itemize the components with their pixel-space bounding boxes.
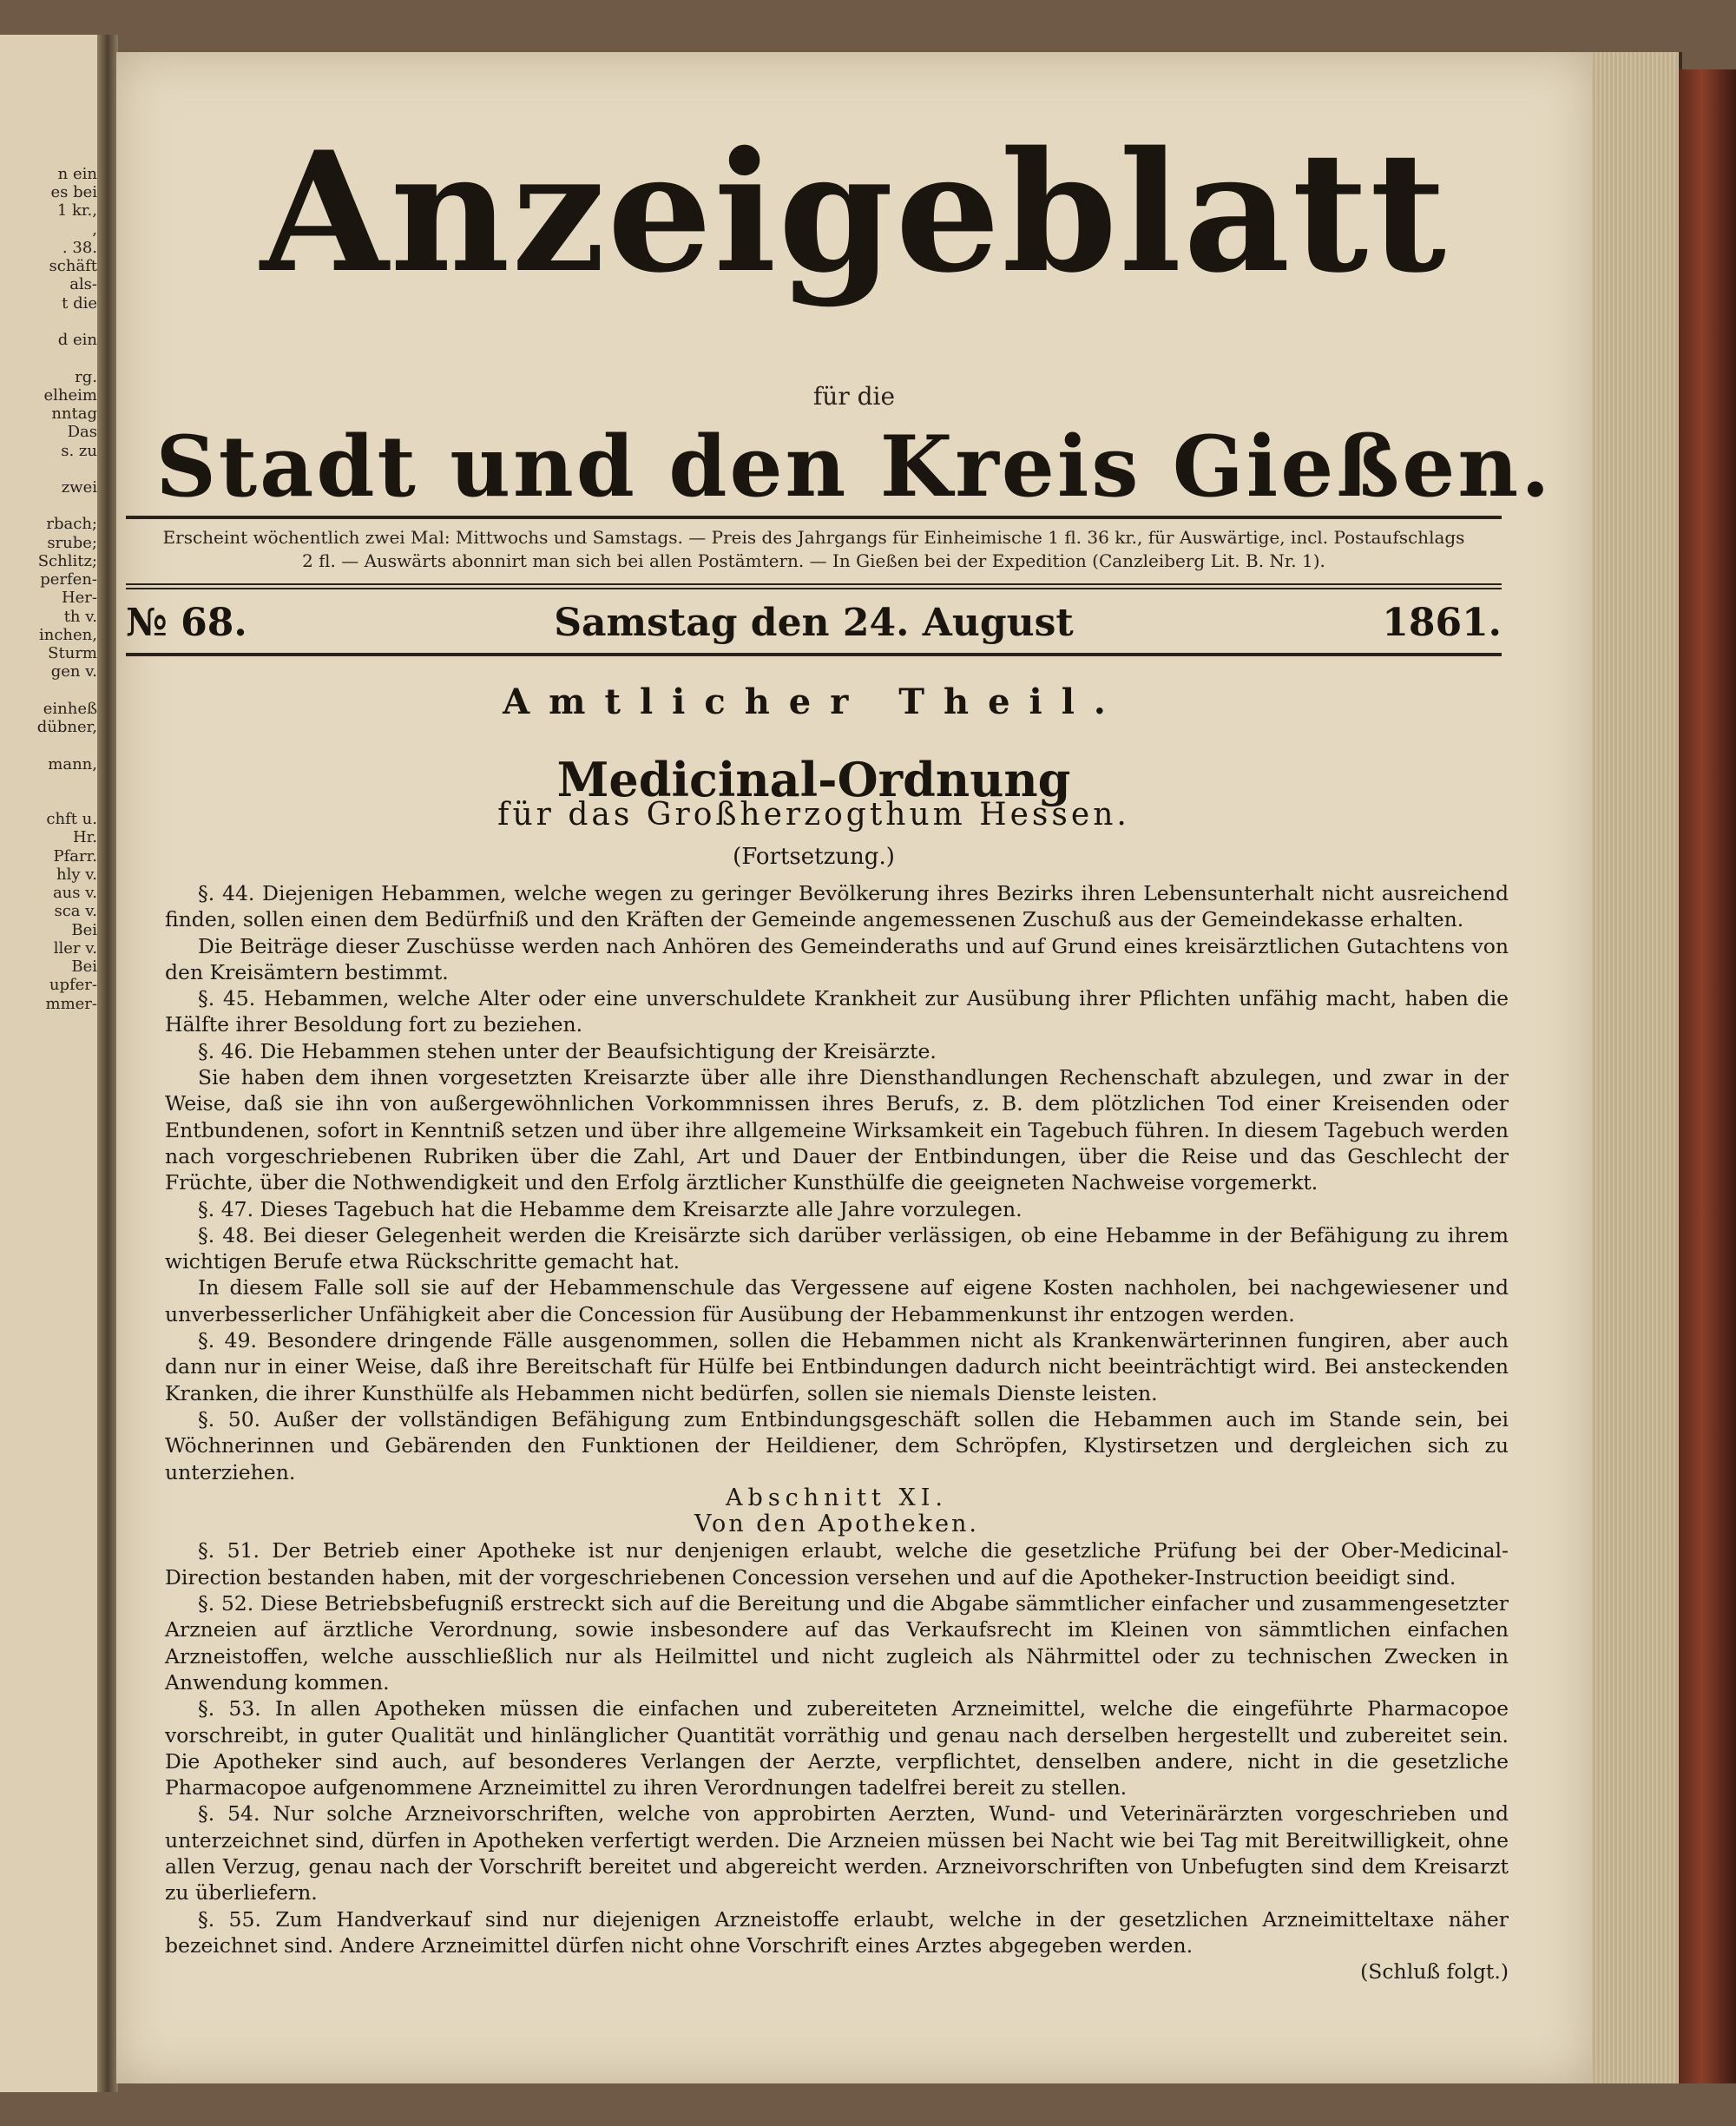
adjacent-page-text	[0, 165, 102, 1013]
paragraph-48: §. 48. Bei dieser Gelegenheit werden die Kreisärzte sich darüber verlässigen, ob eine Hebamme in der Befähigung zu ihrem wichtigen Berufe etwa Rückschritte gemacht hat.	[165, 1222, 1509, 1274]
adjacent-page-line	[0, 497, 97, 515]
paragraph-54: §. 54. Nur solche Arzneivorschriften, welche von approbirten Aerzten, Wund- und Veterinärärzten vorgeschrieben und unterzeichnet sind, dürfen in Apotheken verfertigt werden. Die Arzneien müssen bei Nacht wie bei Tag mit Bereitwilligkeit, ohne allen Verzug, genau nach der Vorschrift bereitet und abgereicht werden. Arzneivorschriften von Unbefugten sind dem Kreisarzt zu überliefern.	[165, 1801, 1509, 1906]
adjacent-page-line: Hr.	[72, 828, 97, 847]
adjacent-page-line: Bei	[71, 920, 97, 939]
closing-note: (Schluß folgt.)	[1360, 1959, 1509, 1984]
rule-dateline-bottom	[126, 653, 1502, 656]
adjacent-page-line: upfer-	[49, 976, 97, 995]
publication-info	[126, 526, 1502, 573]
adjacent-page-line	[0, 460, 97, 478]
paragraph-46: §. 46. Die Hebammen stehen unter der Beaufsichtigung der Kreisärzte.	[198, 1038, 937, 1063]
adjacent-page-line: ller v.	[53, 938, 97, 958]
section-xi-heading: Abschnitt XI.	[726, 1484, 948, 1511]
issue-date: Samstag den 24. August	[554, 601, 1074, 645]
paragraph-49: §. 49. Besondere dringende Fälle ausgenommen, sollen die Hebammen nicht als Krankenwärterinnen fungiren, aber auch dann nur in einer Weise, daß ihre Bereitschaft für Hülfe bei Entbindungen dadurch nicht beeinträchtigt wird. Bei ansteckenden Kranken, die ihrer Kunsthülfe als Hebammen nicht bedürfen, sollen sie niemals Dienste leisten.	[165, 1328, 1509, 1405]
adjacent-page-line: mann,	[48, 754, 97, 773]
book-gutter	[97, 35, 118, 2092]
masthead-title: Anzeigeblatt	[260, 115, 1448, 309]
paragraph-52: §. 52. Diese Betriebsbefugniß erstreckt sich auf die Bereitung und die Abgabe sämmtlicher einfacher und zusammengesetzter Arzneien auf ärztliche Verordnung, sowie insbesondere auf das Verkaufsrecht im Kleinen von sämmtlichen einfachen Arzneistoffen, welche ausschließlich nur als Heilmittel und nicht zugleich als Nährmittel oder zu technischen Zwecken in Anwendung kommen.	[165, 1591, 1509, 1695]
adjacent-page-line: mmer-	[45, 994, 97, 1013]
paragraph-51: §. 51. Der Betrieb einer Apotheke ist nur denjenigen erlaubt, welche die gesetzliche Prüfung bei der Ober-Medicinal-Direction bestanden haben, mit der vorgeschriebenen Concession versehen und auf die Apotheker-Instruction beeidigt sind.	[165, 1538, 1509, 1590]
adjacent-page-line: hly v.	[56, 865, 97, 884]
adjacent-page-line: elheim	[43, 385, 97, 405]
adjacent-page-line: Her-	[61, 589, 97, 608]
rule-info-bottom-2	[126, 588, 1502, 589]
masthead-for: für die	[812, 382, 896, 411]
paragraph-45: §. 45. Hebammen, welche Alter oder eine unverschuldete Krankheit zur Ausübung ihrer Pflichten unfähig macht, haben die Hälfte ihrer Besoldung fort zu beziehen.	[165, 986, 1509, 1037]
adjacent-page-line: rbach;	[46, 515, 97, 534]
adjacent-page-line: th v.	[63, 607, 97, 626]
adjacent-page-line: . 38.	[62, 238, 97, 257]
rule-top	[126, 516, 1502, 519]
adjacent-page-line: rg.	[75, 367, 97, 386]
publication-info-line1: Erscheint wöchentlich zwei Mal: Mittwochs und Samstags. — Preis des Jahrgangs für Einheimische 1 fl. 36 kr., für Auswärtige, incl. Postaufschlags	[162, 527, 1465, 548]
adjacent-page-line: ,	[92, 220, 97, 239]
adjacent-page-line: Bei	[71, 958, 97, 977]
adjacent-page-line: Sturm	[48, 644, 97, 663]
issue-number: № 68.	[126, 601, 247, 645]
document-subtitle: für das Großherzogthum Hessen.	[497, 797, 1130, 833]
adjacent-page-line: d ein	[57, 331, 97, 350]
adjacent-page-line: t die	[62, 293, 97, 313]
adjacent-page-line: zwei	[61, 477, 97, 497]
adjacent-page-line: s. zu	[61, 441, 97, 460]
adjacent-page-line: es bei	[50, 183, 97, 202]
adjacent-page-line: Pfarr.	[53, 846, 97, 866]
document-title: Medicinal-Ordnung	[556, 752, 1071, 807]
adjacent-page-line: n ein	[57, 165, 97, 183]
adjacent-page-line: schäft	[49, 257, 97, 276]
continuation-note: (Fortsetzung.)	[733, 844, 895, 870]
adjacent-page-line: einheß	[43, 699, 97, 718]
paragraph-55: §. 55. Zum Handverkauf sind nur diejenigen Arzneistoffe erlaubt, welche in der gesetzlichen Arzneimitteltaxe näher bezeichnet sind. Andere Arzneimittel dürfen nicht ohne Vorschrift eines Arztes abgegeben werden.	[165, 1906, 1509, 1958]
paragraph-48b: In diesem Falle soll sie auf der Hebammenschule das Vergessene auf eigene Kosten nachholen, bei nachgewiesener und unverbesserlicher Unfähigkeit aber die Concession für Ausübung der Hebammenkunst ihr entzogen werden.	[165, 1275, 1509, 1326]
section-heading: Amtlicher Theil.	[503, 681, 1125, 722]
page-edges	[1592, 52, 1682, 2083]
article-body	[165, 880, 1509, 1984]
adjacent-page-line	[0, 681, 97, 700]
adjacent-page-line	[0, 773, 97, 792]
adjacent-page-line	[0, 736, 97, 754]
paragraph-44: §. 44. Diejenigen Hebammen, welche wegen zu geringer Bevölkerung ihres Bezirks ihren Lebensunterhalt nicht ausreichend finden, sollen einen dem Bedürfniß und den Kräften der Gemeinde angemessenen Zuschuß aus der Gemeindekasse erhalten.	[165, 881, 1509, 932]
masthead-subtitle: Stadt und den Kreis Gießen.	[155, 418, 1553, 516]
adjacent-page-line	[0, 349, 97, 367]
paragraph-50: §. 50. Außer der vollständigen Befähigung zum Entbindungsgeschäft sollen die Hebammen auch im Stande sein, bei Wöchnerinnen und Gebärenden den Funktionen der Heildiener, dem Schröpfen, Klystirsetzen und dergleichen sich zu unterziehen.	[165, 1406, 1509, 1484]
adjacent-page-line: 1 kr.,	[56, 201, 97, 220]
adjacent-page-line: dübner,	[36, 718, 97, 737]
dateline	[126, 601, 1502, 651]
paragraph-46b: Sie haben dem ihnen vorgesetzten Kreisarzte über alle ihre Diensthandlungen Rechenschaft abzulegen, und zwar in der Weise, daß sie ihn von außergewöhnlichen Vorkommnissen ihres Berufs, z. B. dem plötzlichen Tod einer Kreisenden oder Entbundenen, sofort in Kenntniß setzen und über ihre allgemeine Wirksamkeit ein Tagebuch führen. In diesem Tagebuch werden nach vorgeschriebenen Rubriken über die Zahl, Art und Dauer der Entbindungen, über die Reise und das Geschlecht der Früchte, über die Nothwendigkeit und den Erfolg ärztlicher Kunsthülfe die geeigneten Nachweise vorgemerkt.	[165, 1065, 1509, 1195]
adjacent-page-line: inchen,	[39, 625, 97, 644]
publication-info-line2: 2 fl. — Auswärts abonnirt man sich bei allen Postämtern. — In Gießen bei der Expedition (Canzleiberg Lit. B. Nr. 1).	[302, 550, 1325, 571]
rule-info-bottom	[126, 583, 1502, 585]
adjacent-page-line: nntag	[51, 405, 97, 424]
adjacent-page-line: aus v.	[52, 884, 97, 903]
paragraph-47: §. 47. Dieses Tagebuch hat die Hebamme dem Kreisarzte alle Jahre vorzulegen.	[198, 1196, 1023, 1221]
section-xi-subheading: Von den Apotheken.	[694, 1511, 980, 1538]
adjacent-page-line: sca v.	[54, 902, 97, 921]
adjacent-page-line: srube;	[47, 533, 97, 552]
paragraph-53: §. 53. In allen Apotheken müssen die einfachen und zubereiteten Arzneimittel, welche die eingeführte Pharmacopoe vorschreibt, in guter Qualität und hinlänglicher Quantität vorräthig und genau nach derselben hergestellt und zubereitet sein. Die Apotheker sind auch, auf besonderes Verlangen der Aerzte, verpflichtet, denselben andere, nicht in die gesetzliche Pharmacopoe aufgenommene Arzneimittel zu ihren Verordnungen tadelfrei bereit zu stellen.	[165, 1696, 1509, 1800]
paragraph-44b: Die Beiträge dieser Zuschüsse werden nach Anhören des Gemeinderaths und auf Grund eines kreisärztlichen Gutachtens von den Kreisämtern bestimmt.	[165, 933, 1509, 984]
adjacent-page-line: perfen-	[40, 570, 97, 589]
adjacent-page-line	[0, 313, 97, 331]
adjacent-page-line: gen v.	[50, 662, 97, 681]
adjacent-page-line: als-	[69, 275, 97, 294]
adjacent-page-line	[0, 792, 97, 810]
book-cover-edge	[1679, 69, 1736, 2083]
adjacent-page-line: Das	[67, 423, 97, 442]
adjacent-page-line: chft u.	[46, 810, 97, 829]
issue-year: 1861.	[1382, 601, 1502, 645]
adjacent-page	[0, 35, 104, 2092]
adjacent-page-line: Schlitz;	[37, 551, 97, 570]
